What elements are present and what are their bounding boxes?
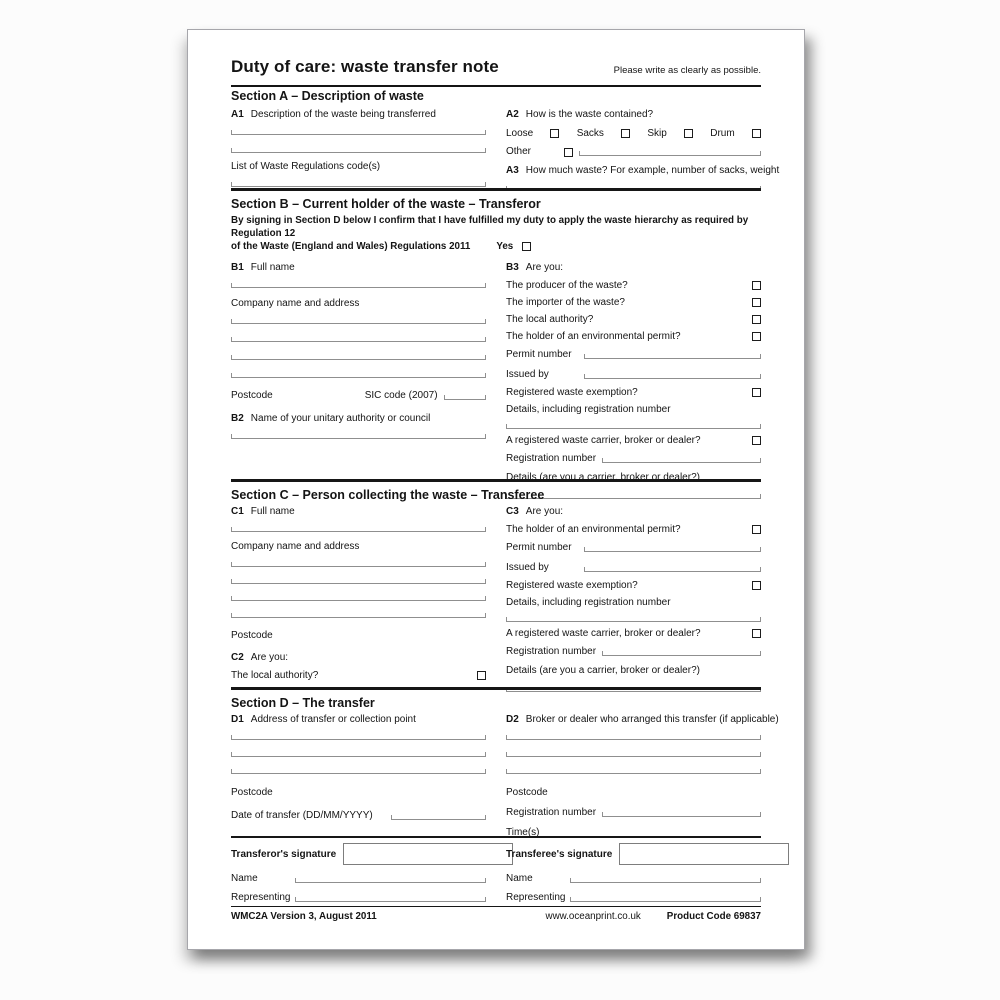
- b3-carrier-row: [506, 435, 761, 446]
- b3-permit-number-line[interactable]: [584, 354, 761, 359]
- b3-registration-number-label: Registration number: [506, 453, 597, 464]
- c-address-line-3[interactable]: [231, 596, 486, 601]
- page-title: Duty of care: waste transfer note: [231, 57, 499, 76]
- section-c-heading: Section C – Person collecting the waste – Transferee: [231, 488, 545, 502]
- section-c: [231, 479, 761, 692]
- section-d-divider: [231, 687, 761, 690]
- transferee-signature-box[interactable]: [619, 843, 789, 865]
- option-skip-label: Skip: [647, 128, 667, 139]
- section-d-heading: Section D – The transfer: [231, 696, 375, 710]
- c-postcode-row: [231, 630, 486, 641]
- option-loose-label: Loose: [506, 128, 534, 139]
- section-b-intro-line2: of the Waste (England and Wales) Regulations 2011: [231, 241, 471, 252]
- a2-label: A2 How is the waste contained?: [506, 109, 654, 120]
- transferee-signature-row: [506, 843, 761, 865]
- b-address-line-1[interactable]: [231, 319, 486, 324]
- c3-permit-number-row: [506, 542, 761, 553]
- d1-address-line-2[interactable]: [231, 752, 486, 757]
- section-b-divider: [231, 188, 761, 191]
- transferee-representing-row: [506, 892, 761, 903]
- b3-permit-number-label: Permit number: [506, 349, 572, 360]
- transferor-name-label: Name: [231, 873, 258, 884]
- b-sic-line[interactable]: [444, 395, 486, 400]
- d1-date-label: Date of transfer (DD/MM/YYYY): [231, 810, 373, 821]
- transferor-signature-label: Transferor's signature: [231, 848, 337, 860]
- transferor-name-line[interactable]: [295, 878, 486, 883]
- c3-registration-number-line[interactable]: [602, 651, 761, 656]
- c3-permit-holder-label: The holder of an environmental permit?: [506, 524, 681, 535]
- c3-details-reg-line[interactable]: [506, 617, 761, 622]
- c3-details-carrier-label: Details (are you a carrier, broker or dealer?): [506, 665, 700, 676]
- b-postcode-label: Postcode: [231, 390, 273, 401]
- c2-label: C2 Are you:: [231, 652, 289, 663]
- b3-carrier-checkbox[interactable]: [752, 436, 761, 445]
- section-c-divider: [231, 479, 761, 482]
- signature-section: [231, 836, 761, 903]
- b3-producer-label: The producer of the waste?: [506, 280, 628, 291]
- transferee-signature-label: Transferee's signature: [506, 848, 613, 860]
- d2-postcode-row: [506, 787, 761, 798]
- b-company-label: Company name and address: [231, 298, 360, 309]
- section-a-right-column: [506, 109, 780, 191]
- section-d-right-column: [506, 714, 779, 838]
- c3-registration-number-row: [506, 646, 761, 657]
- b-address-line-4[interactable]: [231, 373, 486, 378]
- c3-carrier-checkbox[interactable]: [752, 629, 761, 638]
- d1-label: D1 Address of transfer or collection point: [231, 714, 416, 725]
- transferor-name-row: [231, 873, 486, 884]
- c1-label: C1 Full name: [231, 506, 295, 517]
- transferor-representing-label: Representing: [231, 892, 291, 903]
- d2-address-line-2[interactable]: [506, 752, 761, 757]
- c-address-line-1[interactable]: [231, 562, 486, 567]
- b3-details-reg-line[interactable]: [506, 424, 761, 429]
- b-address-line-2[interactable]: [231, 337, 486, 342]
- d2-times-label: Time(s): [506, 827, 540, 838]
- d2-address-line-1[interactable]: [506, 735, 761, 740]
- b3-importer-row: [506, 297, 761, 308]
- section-b-right-column: [506, 262, 761, 499]
- form-footer: [231, 906, 761, 922]
- section-c-right-column: [506, 506, 761, 692]
- b3-importer-checkbox[interactable]: [752, 298, 761, 307]
- b3-exemption-checkbox[interactable]: [752, 388, 761, 397]
- title-divider: [231, 85, 761, 87]
- section-b-left-column: [231, 262, 486, 499]
- hierarchy-yes-checkbox[interactable]: [522, 242, 531, 251]
- c2-local-authority-checkbox[interactable]: [477, 671, 486, 680]
- d2-registration-number-line[interactable]: [602, 812, 761, 817]
- section-b-heading: Section B – Current holder of the waste – Transferor: [231, 197, 541, 211]
- a1-line-1[interactable]: [231, 130, 486, 135]
- b2-label: B2 Name of your unitary authority or council: [231, 413, 431, 424]
- section-b: [231, 188, 761, 499]
- b3-exemption-label: Registered waste exemption?: [506, 387, 638, 398]
- c3-exemption-checkbox[interactable]: [752, 581, 761, 590]
- transferor-signature-row: [231, 843, 486, 865]
- section-b-intro-row: [231, 240, 761, 253]
- skip-checkbox[interactable]: [684, 129, 693, 138]
- a3-label: A3 How much waste? For example, number of sacks, weight: [506, 165, 780, 176]
- transferee-signature-column: [506, 838, 761, 903]
- b3-registration-number-line[interactable]: [602, 458, 761, 463]
- yes-label: Yes: [496, 241, 514, 252]
- other-line[interactable]: [579, 151, 761, 156]
- c3-details-reg-label: Details, including registration number: [506, 597, 671, 608]
- d1-date-row: [231, 810, 486, 821]
- b3-details-reg-label: Details, including registration number: [506, 404, 671, 415]
- transferee-representing-line[interactable]: [570, 897, 761, 902]
- transferor-signature-column: [231, 838, 486, 903]
- transferee-name-line[interactable]: [570, 878, 761, 883]
- c3-permit-number-line[interactable]: [584, 547, 761, 552]
- b1-label: B1 Full name: [231, 262, 295, 273]
- c3-registration-number-label: Registration number: [506, 646, 597, 657]
- section-a: [231, 89, 780, 191]
- clarity-note: Please write as clearly as possible.: [613, 65, 761, 76]
- d2-registration-number-label: Registration number: [506, 807, 597, 818]
- footer-divider: [231, 906, 761, 907]
- section-a-heading: Section A – Description of waste: [231, 89, 424, 103]
- other-checkbox[interactable]: [564, 148, 573, 157]
- c3-carrier-row: [506, 628, 761, 639]
- c3-issued-by-row: [506, 562, 761, 573]
- sacks-checkbox[interactable]: [621, 129, 630, 138]
- b1-fullname-line[interactable]: [231, 283, 486, 288]
- c-postcode-label: Postcode: [231, 630, 273, 641]
- b3-local-authority-label: The local authority?: [506, 314, 594, 325]
- transferor-signature-box[interactable]: [343, 843, 513, 865]
- b3-permit-holder-row: [506, 331, 761, 342]
- b3-carrier-label: A registered waste carrier, broker or dealer?: [506, 435, 701, 446]
- d2-postcode-label: Postcode: [506, 787, 548, 798]
- b-postcode-row: [231, 390, 486, 401]
- transferor-representing-row: [231, 892, 486, 903]
- option-drum-label: Drum: [710, 128, 735, 139]
- d1-postcode-label: Postcode: [231, 787, 273, 798]
- b3-issued-by-row: [506, 369, 761, 380]
- c3-issued-by-line[interactable]: [584, 567, 761, 572]
- section-a-left-column: [231, 109, 486, 191]
- b3-label: B3 Are you:: [506, 262, 564, 273]
- c3-permit-holder-row: [506, 524, 761, 535]
- b3-producer-row: [506, 280, 761, 291]
- c3-permit-number-label: Permit number: [506, 542, 572, 553]
- c3-exemption-label: Registered waste exemption?: [506, 580, 638, 591]
- c3-permit-holder-checkbox[interactable]: [752, 525, 761, 534]
- b3-exemption-row: [506, 387, 761, 398]
- d1-address-line-1[interactable]: [231, 735, 486, 740]
- b3-registration-number-row: [506, 453, 761, 464]
- c2-local-authority-row: [231, 670, 486, 681]
- b3-issued-by-label: Issued by: [506, 369, 549, 380]
- d2-address-line-3[interactable]: [506, 769, 761, 774]
- other-row: [506, 146, 761, 157]
- b3-permit-holder-label: The holder of an environmental permit?: [506, 331, 681, 342]
- d1-date-line[interactable]: [391, 815, 486, 820]
- loose-checkbox[interactable]: [550, 129, 559, 138]
- b3-producer-checkbox[interactable]: [752, 281, 761, 290]
- section-c-left-column: [231, 506, 486, 692]
- section-d-left-column: [231, 714, 486, 838]
- c1-fullname-line[interactable]: [231, 527, 486, 532]
- transferee-representing-label: Representing: [506, 892, 566, 903]
- section-b-intro-line1: By signing in Section D below I confirm that I have fulfilled my duty to apply the waste hierarchy as required by Regulation 12: [231, 215, 749, 239]
- c3-carrier-label: A registered waste carrier, broker or dealer?: [506, 628, 701, 639]
- c3-issued-by-label: Issued by: [506, 562, 549, 573]
- b3-details-carrier-label: Details (are you a carrier, broker or dealer?): [506, 472, 700, 483]
- c-address-line-4[interactable]: [231, 613, 486, 618]
- transferee-name-label: Name: [506, 873, 533, 884]
- drum-checkbox[interactable]: [752, 129, 761, 138]
- b-address-line-3[interactable]: [231, 355, 486, 360]
- form-sheet: [187, 29, 805, 950]
- waste-codes-label: List of Waste Regulations code(s): [231, 161, 381, 172]
- b-sic-label: SIC code (2007): [364, 390, 438, 401]
- b3-permit-holder-checkbox[interactable]: [752, 332, 761, 341]
- containment-options-row: [506, 128, 761, 139]
- d1-address-line-3[interactable]: [231, 769, 486, 774]
- option-other-label: Other: [506, 146, 532, 157]
- c-company-label: Company name and address: [231, 541, 360, 552]
- a1-label: A1 Description of the waste being transferred: [231, 109, 436, 120]
- product-code: Product Code 69837: [666, 911, 761, 922]
- title-bar: [231, 57, 761, 77]
- d1-postcode-row: [231, 787, 486, 798]
- c3-exemption-row: [506, 580, 761, 591]
- transferee-name-row: [506, 873, 761, 884]
- d2-registration-number-row: [506, 807, 761, 818]
- a1-line-2[interactable]: [231, 148, 486, 153]
- transferor-representing-line[interactable]: [295, 897, 486, 902]
- printer-website: www.oceanprint.co.uk: [545, 911, 641, 922]
- b3-importer-label: The importer of the waste?: [506, 297, 625, 308]
- version-text: WMC2A Version 3, August 2011: [231, 911, 377, 922]
- d2-label: D2 Broker or dealer who arranged this transfer (if applicable): [506, 714, 779, 725]
- b3-permit-number-row: [506, 349, 761, 360]
- section-d: [231, 687, 779, 838]
- b3-local-authority-checkbox[interactable]: [752, 315, 761, 324]
- option-sacks-label: Sacks: [576, 128, 604, 139]
- waste-codes-line[interactable]: [231, 182, 486, 187]
- c3-label: C3 Are you:: [506, 506, 564, 517]
- b3-local-authority-row: [506, 314, 761, 325]
- c2-local-authority-label: The local authority?: [231, 670, 319, 681]
- b3-issued-by-line[interactable]: [584, 374, 761, 379]
- b2-authority-line[interactable]: [231, 434, 486, 439]
- c-address-line-2[interactable]: [231, 579, 486, 584]
